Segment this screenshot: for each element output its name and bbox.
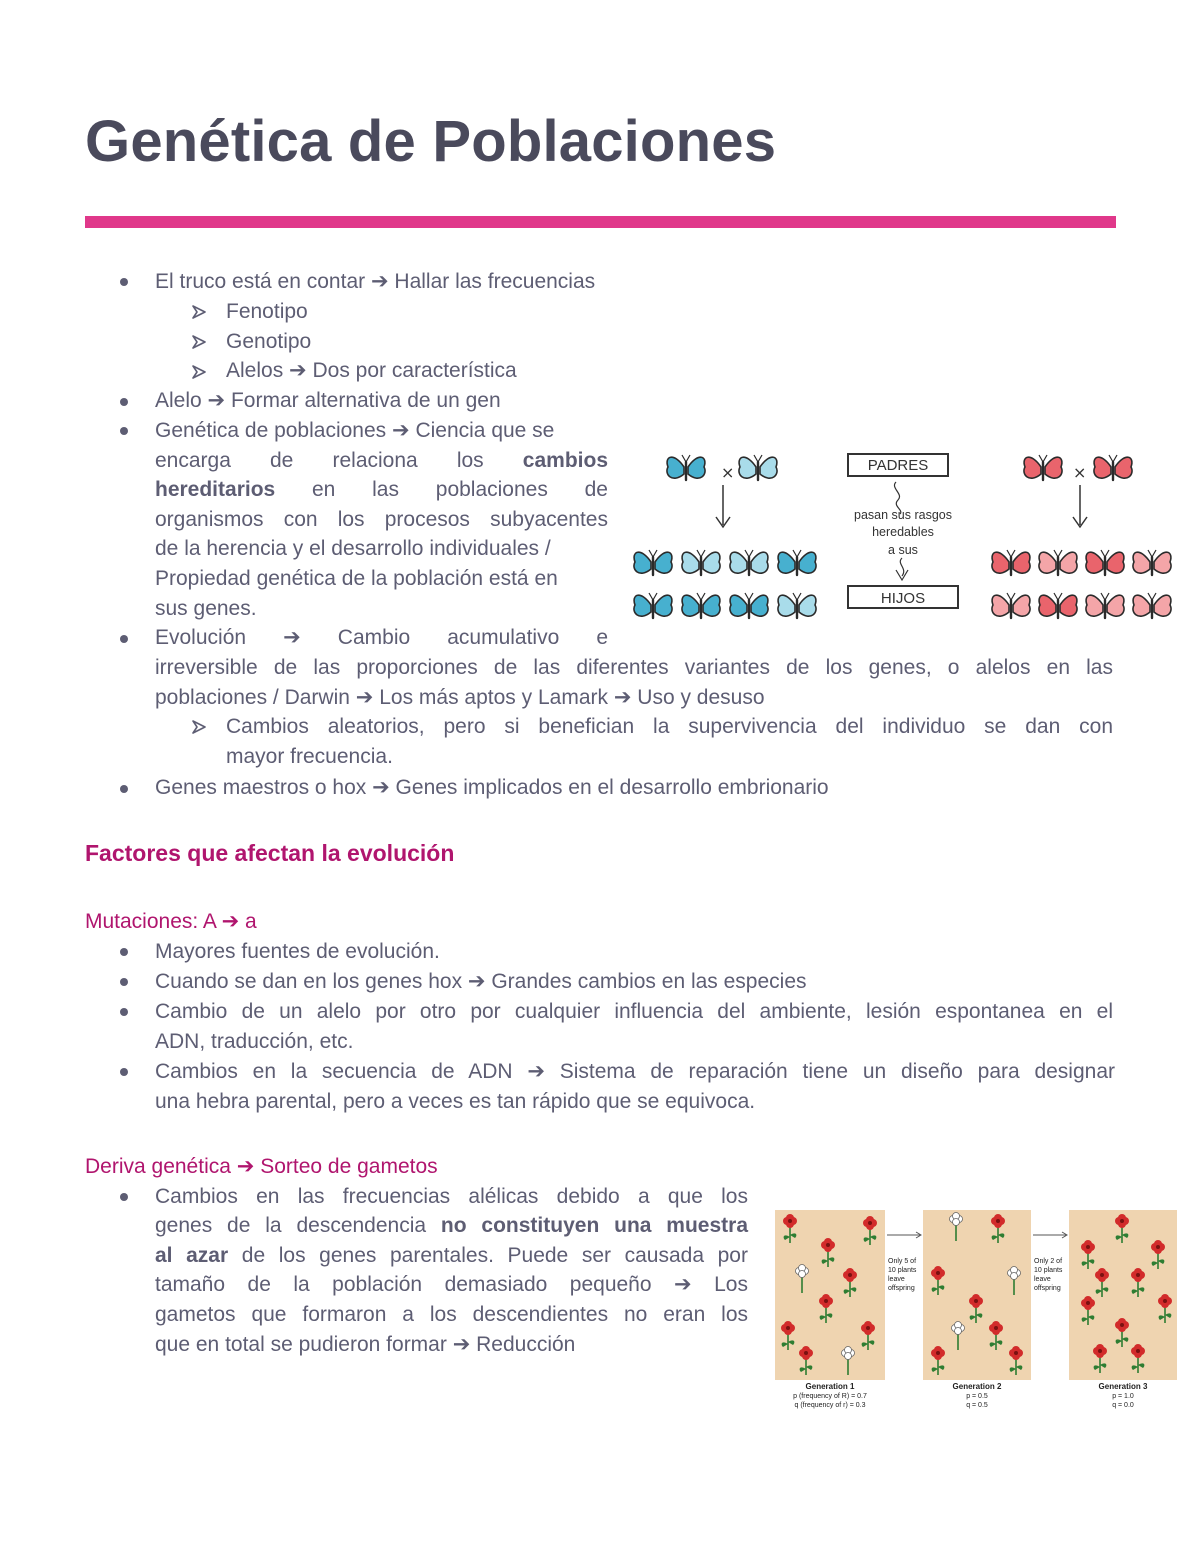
caption-text: heredables	[872, 525, 934, 539]
right-arrow-icon: ➔	[207, 389, 226, 412]
right-arrow-icon: ➔	[674, 1273, 692, 1296]
panel-caption: q = 0.0	[1112, 1402, 1134, 1409]
panel-caption: p = 1.0	[1112, 1393, 1134, 1400]
caption-text: pasan sus rasgos	[854, 508, 952, 522]
note-text: Only 2 of	[1034, 1258, 1063, 1265]
butterfly-icon	[634, 550, 672, 575]
right-arrow-icon: ➔	[236, 1155, 255, 1178]
list-item: Evolución ➔ Cambio acumulativo e	[155, 626, 608, 649]
panel-caption: p (frequency of R) = 0.7	[793, 1393, 867, 1400]
list-item-line: gametos que formaron a los descendientes no eran los	[155, 1303, 748, 1326]
right-arrow-icon: ➔	[370, 270, 389, 293]
cross-symbol: ×	[1073, 463, 1087, 482]
butterfly-icon	[682, 593, 720, 618]
note-text: offspring	[888, 1285, 915, 1292]
note-text: Only 5 of	[888, 1258, 917, 1265]
bullet-dot	[120, 1068, 128, 1076]
list-item-line: una hebra parental, pero a veces es tan rápido que se equivoca.	[155, 1090, 756, 1113]
right-arrow-icon: ➔	[221, 910, 240, 933]
list-item	[155, 267, 595, 297]
butterfly-icon	[1039, 550, 1077, 575]
item-text: Hallar las frecuencias	[388, 270, 596, 293]
page-title: Genética de Poblaciones	[85, 109, 777, 174]
down-arrow-icon	[896, 558, 908, 580]
right-arrow-icon: ➔	[467, 970, 486, 993]
butterfly-icon	[1039, 593, 1077, 618]
list-item-line: tamaño de la población demasiado pequeño ➔ Los	[155, 1273, 748, 1296]
parents-label: PADRES	[867, 457, 929, 474]
list-item: Cuando se dan en los genes hox ➔ Grandes cambios en las especies	[155, 970, 807, 993]
sub-item: Alelos ➔ Dos por característica	[226, 359, 517, 382]
cross-symbol: ×	[721, 463, 735, 482]
item-text: El truco está en contar	[155, 270, 371, 293]
list-item-line: hereditarios en las poblaciones de	[155, 478, 608, 501]
butterfly-icon	[778, 593, 816, 618]
bullet-dot	[120, 278, 128, 286]
list-item-line: que en total se pudieron formar ➔ Reducción	[155, 1333, 576, 1356]
genetic-drift-diagram	[770, 1205, 1182, 1415]
right-arrow-icon: ➔	[392, 419, 410, 442]
right-arrow-icon: ➔	[283, 626, 301, 649]
down-arrow-icon	[1073, 485, 1087, 527]
title-divider	[85, 216, 1116, 228]
arrowhead-bullet-icon	[192, 305, 206, 319]
caption-text: a sus	[888, 543, 918, 557]
arrowhead-bullet-icon	[192, 720, 206, 734]
butterfly-icon	[739, 455, 777, 480]
bullet-dot	[120, 427, 128, 435]
list-item: Genes maestros o hox ➔ Genes implicados en el desarrollo embrionario	[155, 776, 829, 799]
right-arrow-icon: ➔	[613, 686, 632, 709]
note-text: 10 plants	[1034, 1267, 1063, 1274]
list-item-line: encarga de relaciona los cambios	[155, 449, 608, 472]
butterfly-icon	[667, 455, 705, 480]
bullet-dot	[120, 948, 128, 956]
butterfly-icon	[1024, 455, 1062, 480]
butterfly-icon	[1133, 550, 1171, 575]
panel-caption: q (frequency of r) = 0.3	[794, 1402, 866, 1409]
panel-caption: Generation 2	[952, 1382, 1002, 1391]
arrowhead-bullet-icon	[192, 335, 206, 349]
butterfly-icon	[730, 550, 768, 575]
butterfly-icon	[634, 593, 672, 618]
butterfly-icon	[1086, 550, 1124, 575]
butterfly-icon	[1094, 455, 1132, 480]
butterfly-icon	[992, 593, 1030, 618]
section-heading: Factores que afectan la evolución	[85, 840, 455, 866]
right-arrow-icon: ➔	[527, 1060, 545, 1083]
down-arrow-icon	[716, 485, 730, 527]
bullet-dot	[120, 635, 128, 643]
list-item: Genética de poblaciones ➔ Ciencia que se	[155, 419, 555, 442]
mutaciones-heading: Mutaciones: A ➔ a	[85, 910, 257, 933]
right-arrow-icon: ➔	[355, 686, 374, 709]
right-arrow-icon	[1033, 1232, 1067, 1238]
butterfly-icon	[682, 550, 720, 575]
list-item-line: ADN, traducción, etc.	[155, 1030, 354, 1053]
sub-item: Genotipo	[226, 330, 312, 353]
panel-caption: p = 0.5	[966, 1393, 988, 1400]
butterfly-icon	[1133, 593, 1171, 618]
note-text: leave	[1034, 1276, 1051, 1283]
deriva-heading: Deriva genética ➔ Sorteo de gametos	[85, 1155, 438, 1178]
panel-caption: q = 0.5	[966, 1402, 988, 1409]
note-text: leave	[888, 1276, 905, 1283]
sub-item: Cambios aleatorios, pero si benefician la supervivencia del individuo se dan con	[226, 715, 1113, 738]
list-item-line: organismos con los procesos subyacentes	[155, 508, 608, 531]
children-label: HIJOS	[880, 590, 926, 607]
list-item-line: irreversible de las proporciones de las diferentes variantes de los genes, o alelos en las	[155, 656, 1113, 679]
right-arrow-icon	[887, 1232, 921, 1238]
list-item-line: Propiedad genética de la población está en	[155, 567, 558, 590]
bullet-dot	[120, 978, 128, 986]
butterfly-icon	[992, 550, 1030, 575]
right-arrow-icon: ➔	[372, 776, 390, 799]
note-text: offspring	[1034, 1285, 1061, 1292]
list-item: Cambios en las frecuencias alélicas debido a que los	[155, 1185, 748, 1208]
list-item: Mayores fuentes de evolución.	[155, 940, 440, 963]
list-item: Cambio de un alelo por otro por cualquier influencia del ambiente, lesión espontanea en el	[155, 1000, 1113, 1023]
arrowhead-bullet-icon	[192, 365, 206, 379]
panel-caption: Generation 1	[805, 1382, 855, 1391]
bullet-dot	[120, 1193, 128, 1201]
note-text: 10 plants	[888, 1267, 917, 1274]
butterfly-icon	[778, 550, 816, 575]
list-item: Alelo ➔ Formar alternativa de un gen	[155, 389, 501, 412]
list-item-line: genes de la descendencia no constituyen una muestra	[155, 1214, 748, 1237]
bullet-dot	[120, 398, 128, 406]
bullet-dot	[120, 785, 128, 793]
butterfly-icon	[730, 593, 768, 618]
panel-caption: Generation 3	[1098, 1382, 1148, 1391]
list-item-line: poblaciones / Darwin ➔ Los más aptos y Lamark ➔ Uso y desuso	[155, 686, 765, 709]
list-item-line: sus genes.	[155, 597, 257, 620]
bullet-dot	[120, 1008, 128, 1016]
list-item-line: al azar de los genes parentales. Puede ser causada por	[155, 1244, 748, 1267]
list-item: Cambios en la secuencia de ADN ➔ Sistema de reparación tiene un diseño para designar	[155, 1060, 1115, 1083]
sub-item-line: mayor frecuencia.	[226, 745, 393, 768]
sub-item: Fenotipo	[226, 300, 308, 323]
butterfly-icon	[1086, 593, 1124, 618]
right-arrow-icon: ➔	[289, 359, 307, 382]
right-arrow-icon: ➔	[452, 1333, 471, 1356]
inheritance-diagram	[628, 440, 1183, 635]
list-item-line: de la herencia y el desarrollo individuales /	[155, 537, 551, 560]
